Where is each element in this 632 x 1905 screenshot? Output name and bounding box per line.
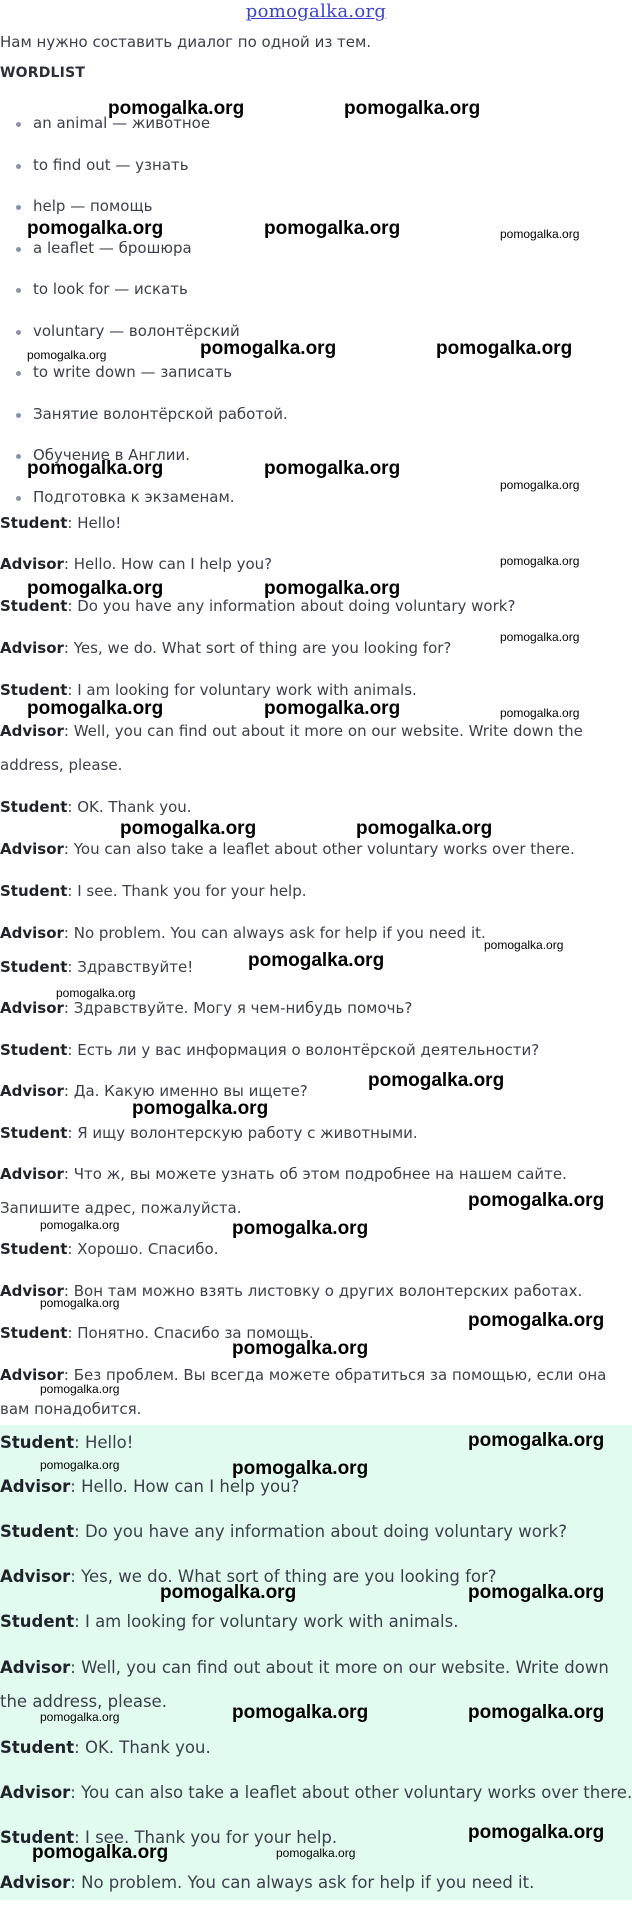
watermark: pomogalka.org <box>232 1702 369 1723</box>
speaker-label: Student <box>0 1433 75 1452</box>
dialogue-line <box>0 1116 418 1150</box>
speaker-label: Advisor <box>0 840 64 858</box>
watermark: pomogalka.org <box>232 1338 369 1359</box>
speaker-label: Advisor <box>0 1082 64 1100</box>
dialogue-text: : No problem. You can always ask for help if you need it. <box>70 1873 535 1892</box>
watermark: pomogalka.org <box>500 630 580 644</box>
watermark: pomogalka.org <box>40 1458 120 1472</box>
watermark: pomogalka.org <box>436 338 573 359</box>
dialogue-line <box>0 950 193 984</box>
watermark: pomogalka.org <box>27 348 107 362</box>
speaker-label: Advisor <box>0 1783 71 1802</box>
speaker-label: Student <box>0 958 68 976</box>
watermark: pomogalka.org <box>232 1458 369 1479</box>
dialogue-line <box>0 1860 534 1905</box>
watermark: pomogalka.org <box>368 1070 505 1091</box>
watermark: pomogalka.org <box>32 1842 169 1863</box>
dialogue-text: : Вон там можно взять листовку о других волонтерских работах. <box>63 1282 583 1300</box>
dialogue-line <box>0 1770 632 1815</box>
wordlist-item: to look for — искать <box>0 279 288 321</box>
watermark: pomogalka.org <box>500 227 580 241</box>
dialogue-text: : You can also take a leaflet about other voluntary works over there. <box>70 1783 632 1802</box>
watermark: pomogalka.org <box>200 338 337 359</box>
watermark: pomogalka.org <box>160 1582 297 1603</box>
dialogue-line <box>0 916 486 950</box>
dialogue-text: : OK. Thank you. <box>67 798 192 816</box>
watermark: pomogalka.org <box>108 98 245 119</box>
speaker-label: Student <box>0 681 68 699</box>
watermark: pomogalka.org <box>344 98 481 119</box>
watermark: pomogalka.org <box>40 1218 120 1232</box>
speaker-label: Student <box>0 1041 68 1059</box>
watermark: pomogalka.org <box>56 986 136 1000</box>
speaker-label: Advisor <box>0 1658 71 1677</box>
watermark: pomogalka.org <box>264 218 401 239</box>
dialogue-line <box>0 1725 211 1770</box>
watermark: pomogalka.org <box>27 578 164 599</box>
watermark: pomogalka.org <box>468 1430 605 1451</box>
dialogue-text: : Hello. How can I help you? <box>63 555 273 573</box>
dialogue-text: : Well, you can find out about it more on our website. Write down the address, please. <box>0 1658 609 1711</box>
dialogue-text: : Есть ли у вас информация о волонтёрской деятельности? <box>67 1041 540 1059</box>
watermark: pomogalka.org <box>264 698 401 719</box>
dialogue-text: : Здравствуйте! <box>67 958 194 976</box>
wordlist-item: voluntary — волонтёрский <box>0 321 288 363</box>
watermark: pomogalka.org <box>468 1582 605 1603</box>
watermark: pomogalka.org <box>27 698 164 719</box>
speaker-label: Student <box>0 1738 75 1757</box>
speaker-label: Student <box>0 1828 75 1847</box>
dialogue-text: : Что ж, вы можете узнать об этом подробнее на нашем сайте. Запишите адрес, пожалуйста. <box>0 1165 567 1217</box>
dialogue-text: : I see. Thank you for your help. <box>67 882 307 900</box>
speaker-label: Advisor <box>0 1567 71 1586</box>
speaker-label: Advisor <box>0 555 64 573</box>
speaker-label: Student <box>0 1240 68 1258</box>
speaker-label: Advisor <box>0 1477 71 1496</box>
dialogue-line <box>0 1509 567 1554</box>
dialogue-text: : Hello. How can I help you? <box>70 1477 300 1496</box>
dialogue-text: : Do you have any information about doing voluntary work? <box>74 1522 567 1541</box>
watermark: pomogalka.org <box>356 818 493 839</box>
speaker-label: Advisor <box>0 1282 64 1300</box>
speaker-label: Student <box>0 882 68 900</box>
dialogue-text: : Понятно. Спасибо за помощь. <box>67 1324 314 1342</box>
watermark: pomogalka.org <box>468 1822 605 1843</box>
speaker-label: Advisor <box>0 999 64 1017</box>
dialogue-text: : I see. Thank you for your help. <box>74 1828 338 1847</box>
watermark: pomogalka.org <box>264 578 401 599</box>
watermark: pomogalka.org <box>468 1310 605 1331</box>
speaker-label: Student <box>0 1612 75 1631</box>
topic-item: Занятие волонтёрской работой. <box>0 404 288 446</box>
speaker-label: Advisor <box>0 722 64 740</box>
topic-item: Подготовка к экзаменам. <box>0 487 288 529</box>
dialogue-text: : Здравствуйте. Могу я чем-нибудь помочь? <box>63 999 413 1017</box>
dialogue-line <box>0 874 306 908</box>
speaker-label: Advisor <box>0 1873 71 1892</box>
watermark: pomogalka.org <box>40 1296 120 1310</box>
watermark: pomogalka.org <box>132 1098 269 1119</box>
dialogue-text: : Hello! <box>67 514 122 532</box>
wordlist-item: a leaflet — брошюра <box>0 238 288 280</box>
speaker-label: Student <box>0 798 68 816</box>
dialogue-text: : Hello! <box>74 1433 134 1452</box>
dialogue-line <box>0 714 628 782</box>
dialogue-text: : OK. Thank you. <box>74 1738 211 1757</box>
speaker-label: Advisor <box>0 1165 64 1183</box>
dialogue-line <box>0 1033 539 1067</box>
dialogue-text: : Я ищу волонтерскую работу с животными. <box>67 1124 418 1142</box>
speaker-label: Student <box>0 514 68 532</box>
dialogue-text: : Do you have any information about doing voluntary work? <box>67 597 516 615</box>
wordlist-item: help — помощь <box>0 196 288 238</box>
watermark: pomogalka.org <box>468 1190 605 1211</box>
speaker-label: Student <box>0 1124 68 1142</box>
watermark: pomogalka.org <box>120 818 257 839</box>
wordlist-item: to find out — узнать <box>0 155 288 197</box>
intro-text: Нам нужно составить диалог по одной из тем. <box>0 33 372 51</box>
site-logo-link[interactable]: pomogalka.org <box>245 1 387 22</box>
watermark: pomogalka.org <box>264 458 401 479</box>
dialogue-text: : Хорошо. Спасибо. <box>67 1240 219 1258</box>
dialogue-line <box>0 506 121 540</box>
watermark: pomogalka.org <box>500 706 580 720</box>
watermark: pomogalka.org <box>248 950 385 971</box>
watermark: pomogalka.org <box>40 1710 120 1724</box>
watermark: pomogalka.org <box>500 478 580 492</box>
dialogue-text: : No problem. You can always ask for help if you need it. <box>63 924 486 942</box>
speaker-label: Student <box>0 597 68 615</box>
dialogue-text: : You can also take a leaflet about other voluntary works over there. <box>63 840 575 858</box>
speaker-label: Advisor <box>0 639 64 657</box>
dialogue-text: : Без проблем. Вы всегда можете обратиться за помощью, если она вам понадобится. <box>0 1366 607 1418</box>
wordlist-heading: WORDLIST <box>0 65 86 81</box>
dialogue-line <box>0 631 451 665</box>
wordlist-item: to write down — записать <box>0 362 288 404</box>
watermark: pomogalka.org <box>40 1382 120 1396</box>
dialogue-text: : Yes, we do. What sort of thing are you looking for? <box>63 639 452 657</box>
watermark: pomogalka.org <box>27 218 164 239</box>
watermark: pomogalka.org <box>500 554 580 568</box>
watermark: pomogalka.org <box>468 1702 605 1723</box>
dialogue-line <box>0 547 272 581</box>
watermark: pomogalka.org <box>232 1218 369 1239</box>
wordlist-item: an animal — животное <box>0 113 288 155</box>
dialogue-line <box>0 1232 219 1266</box>
dialogue-text: : Да. Какую именно вы ищете? <box>63 1082 308 1100</box>
speaker-label: Advisor <box>0 1366 64 1384</box>
dialogue-text: : I am looking for voluntary work with animals. <box>67 681 417 699</box>
topic-item: Обучение в Англии. <box>0 445 288 487</box>
speaker-label: Student <box>0 1522 75 1541</box>
dialogue-text: : Well, you can find out about it more on our website. Write down the address, please. <box>0 722 583 774</box>
dialogue-text: : I am looking for voluntary work with animals. <box>74 1612 459 1631</box>
dialogue-line <box>0 1599 458 1644</box>
watermark: pomogalka.org <box>276 1846 356 1860</box>
watermark: pomogalka.org <box>484 938 564 952</box>
speaker-label: Advisor <box>0 924 64 942</box>
watermark: pomogalka.org <box>27 458 164 479</box>
speaker-label: Student <box>0 1324 68 1342</box>
dialogue-text: : Yes, we do. What sort of thing are you looking for? <box>70 1567 497 1586</box>
